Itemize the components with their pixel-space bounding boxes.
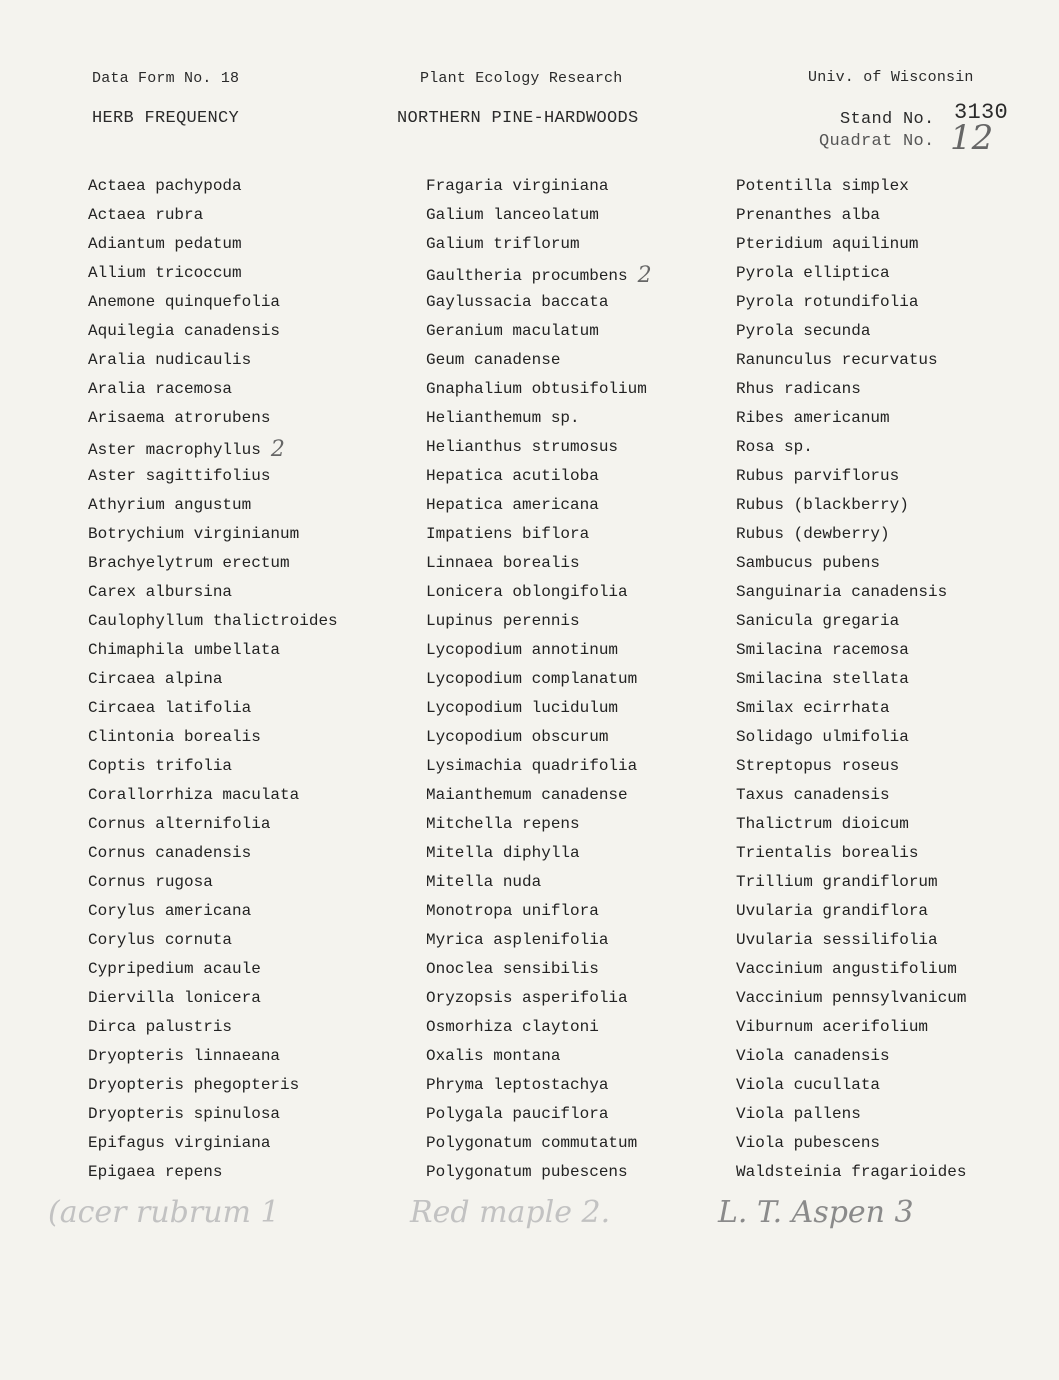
species-name: Aster macrophyllus xyxy=(88,441,261,459)
species-row xyxy=(736,433,966,462)
species-row xyxy=(426,1042,652,1071)
species-name: Pyrola secunda xyxy=(736,322,871,340)
species-name: Potentilla simplex xyxy=(736,177,909,195)
species-name: Lycopodium obscurum xyxy=(426,728,609,746)
species-row xyxy=(736,839,966,868)
species-row xyxy=(426,723,652,752)
species-row xyxy=(426,955,652,984)
species-row xyxy=(426,810,652,839)
species-name: Clintonia borealis xyxy=(88,728,261,746)
species-name: Cypripedium acaule xyxy=(88,960,261,978)
species-row xyxy=(88,1100,338,1129)
species-name: Rubus parviflorus xyxy=(736,467,900,485)
species-name: Sanguinaria canadensis xyxy=(736,583,948,601)
species-name: Dirca palustris xyxy=(88,1018,233,1036)
species-row xyxy=(88,926,338,955)
species-name: Trientalis borealis xyxy=(736,844,919,862)
species-name: Trillium grandiflorum xyxy=(736,873,938,891)
species-row xyxy=(426,172,652,201)
species-name: Epifagus virginiana xyxy=(88,1134,271,1152)
species-row xyxy=(88,1013,338,1042)
species-row xyxy=(736,375,966,404)
species-row xyxy=(736,810,966,839)
species-row xyxy=(736,578,966,607)
species-row xyxy=(736,636,966,665)
species-name: Ribes americanum xyxy=(736,409,890,427)
species-name: Prenanthes alba xyxy=(736,206,881,224)
species-name: Galium triflorum xyxy=(426,235,580,253)
species-row xyxy=(88,1158,338,1187)
species-name: Oxalis montana xyxy=(426,1047,561,1065)
species-name: Geum canadense xyxy=(426,351,561,369)
species-name: Chimaphila umbellata xyxy=(88,641,281,659)
species-name: Oryzopsis asperifolia xyxy=(426,989,628,1007)
species-name: Circaea latifolia xyxy=(88,699,252,717)
species-name: Viola canadensis xyxy=(736,1047,890,1065)
species-row xyxy=(736,955,966,984)
species-row xyxy=(426,259,652,288)
species-row xyxy=(736,926,966,955)
species-name: Lupinus perennis xyxy=(426,612,580,630)
species-row xyxy=(736,694,966,723)
species-column-1 xyxy=(88,172,338,1187)
frequency-mark: 2 xyxy=(637,263,652,288)
species-name: Circaea alpina xyxy=(88,670,223,688)
species-row xyxy=(88,404,338,433)
species-row xyxy=(88,1129,338,1158)
species-name: Anemone quinquefolia xyxy=(88,293,281,311)
species-row xyxy=(426,1129,652,1158)
species-name: Sanicula gregaria xyxy=(736,612,900,630)
species-name: Polygala pauciflora xyxy=(426,1105,609,1123)
species-row xyxy=(426,346,652,375)
species-row xyxy=(426,752,652,781)
species-name: Corallorrhiza maculata xyxy=(88,786,300,804)
species-row xyxy=(426,781,652,810)
species-row xyxy=(426,230,652,259)
species-row xyxy=(426,549,652,578)
species-name: Mitchella repens xyxy=(426,815,580,833)
species-name: Polygonatum commutatum xyxy=(426,1134,638,1152)
species-row xyxy=(88,317,338,346)
species-row xyxy=(426,839,652,868)
species-row xyxy=(88,723,338,752)
species-name: Gaultheria procumbens xyxy=(426,267,628,285)
species-name: Smilacina racemosa xyxy=(736,641,909,659)
species-name: Gaylussacia baccata xyxy=(426,293,609,311)
species-name: Helianthus strumosus xyxy=(426,438,619,456)
species-row xyxy=(736,491,966,520)
species-row xyxy=(736,665,966,694)
species-row xyxy=(736,723,966,752)
species-row xyxy=(736,172,966,201)
species-name: Diervilla lonicera xyxy=(88,989,261,1007)
species-row xyxy=(736,868,966,897)
species-name: Phryma leptostachya xyxy=(426,1076,609,1094)
species-row xyxy=(88,491,338,520)
species-row xyxy=(426,520,652,549)
species-row xyxy=(426,665,652,694)
species-row xyxy=(736,752,966,781)
species-row xyxy=(88,839,338,868)
species-row xyxy=(426,636,652,665)
species-name: Helianthemum sp. xyxy=(426,409,580,427)
species-name: Aster sagittifolius xyxy=(88,467,271,485)
species-name: Polygonatum pubescens xyxy=(426,1163,628,1181)
species-row xyxy=(426,1158,652,1187)
species-name: Streptopus roseus xyxy=(736,757,900,775)
handwritten-note-1: (acer rubrum 1 xyxy=(48,1195,280,1230)
species-name: Corylus cornuta xyxy=(88,931,233,949)
quadrat-number: 12 xyxy=(950,118,994,158)
species-name: Lonicera oblongifolia xyxy=(426,583,628,601)
species-row xyxy=(426,868,652,897)
species-name: Uvularia sessilifolia xyxy=(736,931,938,949)
species-name: Rhus radicans xyxy=(736,380,861,398)
species-row xyxy=(736,1100,966,1129)
species-row xyxy=(736,230,966,259)
species-row xyxy=(88,694,338,723)
university-name: Univ. of Wisconsin xyxy=(808,69,974,86)
species-name: Lycopodium annotinum xyxy=(426,641,619,659)
species-name: Sambucus pubens xyxy=(736,554,881,572)
species-row xyxy=(426,462,652,491)
species-row xyxy=(426,433,652,462)
species-name: Mitella diphylla xyxy=(426,844,580,862)
species-name: Cornus rugosa xyxy=(88,873,213,891)
species-row xyxy=(426,491,652,520)
species-row xyxy=(426,1071,652,1100)
species-row xyxy=(736,1071,966,1100)
species-row xyxy=(426,1013,652,1042)
species-row xyxy=(426,694,652,723)
species-name: Ranunculus recurvatus xyxy=(736,351,938,369)
species-name: Arisaema atrorubens xyxy=(88,409,271,427)
species-name: Viola pallens xyxy=(736,1105,861,1123)
species-name: Adiantum pedatum xyxy=(88,235,242,253)
species-row xyxy=(736,1158,966,1187)
species-name: Gnaphalium obtusifolium xyxy=(426,380,647,398)
species-name: Aralia racemosa xyxy=(88,380,233,398)
species-row xyxy=(426,288,652,317)
species-name: Caulophyllum thalictroides xyxy=(88,612,338,630)
species-row xyxy=(88,578,338,607)
species-name: Viola cucullata xyxy=(736,1076,881,1094)
species-name: Corylus americana xyxy=(88,902,252,920)
species-row xyxy=(88,433,338,462)
species-row xyxy=(88,810,338,839)
species-name: Mitella nuda xyxy=(426,873,542,891)
species-row xyxy=(426,1100,652,1129)
handwritten-note-3: L. T. Aspen 3 xyxy=(718,1195,914,1230)
species-name: Dryopteris spinulosa xyxy=(88,1105,281,1123)
community-title: NORTHERN PINE-HARDWOODS xyxy=(397,109,639,128)
species-row xyxy=(736,781,966,810)
species-row xyxy=(426,201,652,230)
species-name: Coptis trifolia xyxy=(88,757,233,775)
species-row xyxy=(88,288,338,317)
species-row xyxy=(736,520,966,549)
species-name: Botrychium virginianum xyxy=(88,525,300,543)
species-name: Lysimachia quadrifolia xyxy=(426,757,638,775)
species-name: Vaccinium pennsylvanicum xyxy=(736,989,967,1007)
species-row xyxy=(88,259,338,288)
handwritten-note-2: Red maple 2. xyxy=(410,1195,611,1230)
species-row xyxy=(88,897,338,926)
species-name: Myrica asplenifolia xyxy=(426,931,609,949)
species-row xyxy=(88,752,338,781)
species-name: Uvularia grandiflora xyxy=(736,902,929,920)
species-row xyxy=(426,897,652,926)
stand-label: Stand No. xyxy=(840,110,935,129)
species-row xyxy=(736,259,966,288)
species-row xyxy=(736,607,966,636)
species-row xyxy=(426,375,652,404)
species-name: Smilax ecirrhata xyxy=(736,699,890,717)
species-name: Hepatica acutiloba xyxy=(426,467,599,485)
species-row xyxy=(88,462,338,491)
stand-number: 3130 xyxy=(954,100,1009,125)
species-row xyxy=(88,955,338,984)
species-name: Athyrium angustum xyxy=(88,496,252,514)
species-name: Impatiens biflora xyxy=(426,525,590,543)
form-number: Data Form No. 18 xyxy=(92,70,240,87)
species-row xyxy=(426,317,652,346)
species-name: Pteridium aquilinum xyxy=(736,235,919,253)
species-row xyxy=(88,201,338,230)
quadrat-label: Quadrat No. xyxy=(819,132,935,151)
species-name: Dryopteris phegopteris xyxy=(88,1076,300,1094)
species-row xyxy=(88,607,338,636)
species-name: Epigaea repens xyxy=(88,1163,223,1181)
species-row xyxy=(736,317,966,346)
species-row xyxy=(88,346,338,375)
frequency-mark: 2 xyxy=(270,437,285,462)
species-name: Allium tricoccum xyxy=(88,264,242,282)
species-row xyxy=(88,549,338,578)
species-row xyxy=(88,665,338,694)
research-title: Plant Ecology Research xyxy=(420,70,623,87)
species-name: Vaccinium angustifolium xyxy=(736,960,957,978)
species-name: Thalictrum dioicum xyxy=(736,815,909,833)
species-name: Cornus canadensis xyxy=(88,844,252,862)
species-row xyxy=(88,781,338,810)
species-name: Galium lanceolatum xyxy=(426,206,599,224)
species-name: Viola pubescens xyxy=(736,1134,881,1152)
species-name: Monotropa uniflora xyxy=(426,902,599,920)
species-name: Cornus alternifolia xyxy=(88,815,271,833)
species-name: Smilacina stellata xyxy=(736,670,909,688)
species-name: Aralia nudicaulis xyxy=(88,351,252,369)
species-row xyxy=(88,984,338,1013)
species-row xyxy=(736,549,966,578)
species-name: Onoclea sensibilis xyxy=(426,960,599,978)
species-name: Brachyelytrum erectum xyxy=(88,554,290,572)
species-row xyxy=(736,1013,966,1042)
species-name: Taxus canadensis xyxy=(736,786,890,804)
species-row xyxy=(426,984,652,1013)
species-name: Actaea pachypoda xyxy=(88,177,242,195)
species-row xyxy=(426,607,652,636)
species-name: Pyrola rotundifolia xyxy=(736,293,919,311)
species-column-2 xyxy=(426,172,652,1187)
species-row xyxy=(736,1042,966,1071)
species-row xyxy=(88,230,338,259)
species-name: Aquilegia canadensis xyxy=(88,322,281,340)
species-name: Rubus (blackberry) xyxy=(736,496,909,514)
species-name: Pyrola elliptica xyxy=(736,264,890,282)
species-row xyxy=(88,868,338,897)
species-row xyxy=(426,578,652,607)
species-name: Fragaria virginiana xyxy=(426,177,609,195)
species-name: Osmorhiza claytoni xyxy=(426,1018,599,1036)
species-name: Dryopteris linnaeana xyxy=(88,1047,281,1065)
species-row xyxy=(88,636,338,665)
species-row xyxy=(426,926,652,955)
species-column-3 xyxy=(736,172,966,1187)
species-row xyxy=(88,375,338,404)
species-name: Carex albursina xyxy=(88,583,233,601)
species-row xyxy=(736,897,966,926)
species-name: Waldsteinia fragarioides xyxy=(736,1163,967,1181)
species-name: Actaea rubra xyxy=(88,206,204,224)
species-name: Viburnum acerifolium xyxy=(736,1018,929,1036)
species-row xyxy=(88,1071,338,1100)
species-name: Rosa sp. xyxy=(736,438,813,456)
species-row xyxy=(736,346,966,375)
species-name: Maianthemum canadense xyxy=(426,786,628,804)
species-row xyxy=(426,404,652,433)
form-title: HERB FREQUENCY xyxy=(92,109,240,128)
species-row xyxy=(88,172,338,201)
species-name: Linnaea borealis xyxy=(426,554,580,572)
species-name: Solidago ulmifolia xyxy=(736,728,909,746)
species-name: Hepatica americana xyxy=(426,496,599,514)
species-name: Geranium maculatum xyxy=(426,322,599,340)
species-row xyxy=(736,462,966,491)
species-name: Rubus (dewberry) xyxy=(736,525,890,543)
species-name: Lycopodium lucidulum xyxy=(426,699,619,717)
species-row xyxy=(736,1129,966,1158)
species-row xyxy=(88,520,338,549)
species-row xyxy=(88,1042,338,1071)
species-row xyxy=(736,404,966,433)
species-row xyxy=(736,288,966,317)
species-row xyxy=(736,984,966,1013)
species-row xyxy=(736,201,966,230)
species-name: Lycopodium complanatum xyxy=(426,670,638,688)
